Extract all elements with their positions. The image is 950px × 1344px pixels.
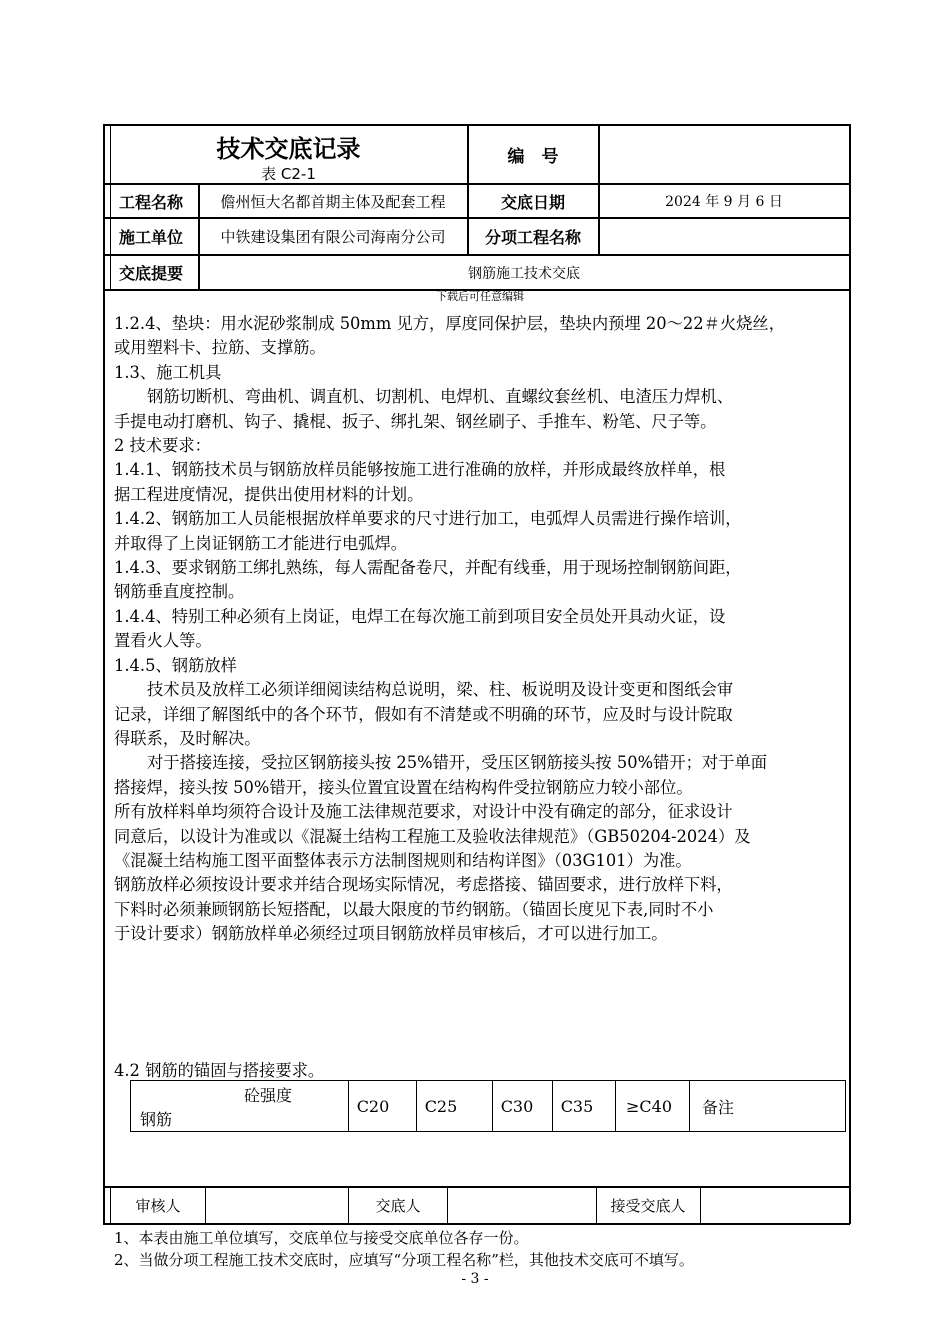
number-label: 编 号	[507, 147, 559, 167]
body-line: 同意后，以设计为准或以《混凝土结构工程施工及验收法律规范》（GB50204-2024）及	[114, 826, 751, 846]
body-line: 对于搭接连接，受拉区钢筋接头按 25%错开，受压区钢筋接头按 50%错开；对于单面	[147, 753, 768, 773]
table-header-c25: C25	[424, 1096, 458, 1116]
date-value: 2024 年 9 月 6 日	[665, 194, 783, 210]
body-line: 下料时必须兼顾钢筋长短搭配，以最大限度的节约钢筋。（锚固长度见下表,同时不小	[114, 899, 714, 919]
body-line: 得联系，及时解决。	[114, 728, 261, 748]
body-line: 钢筋放样必须按设计要求并结合现场实际情况，考虑搭接、锚固要求，进行放样下料，	[114, 875, 733, 895]
table-header-c30: C30	[500, 1096, 534, 1116]
body-line: 技术员及放样工必须详细阅读结构总说明，梁、柱、板说明及设计变更和图纸会审	[147, 680, 734, 700]
project-name-value: 儋州恒大名都首期主体及配套工程	[220, 192, 446, 211]
reviewer-label: 审核人	[135, 1197, 181, 1215]
body-line: 1.4.2、钢筋加工人员能根据放样单要求的尺寸进行加工，电弧焊人员需进行操作培训，	[114, 509, 742, 529]
body-line: 并取得了上岗证钢筋工才能进行电弧焊。	[114, 533, 408, 553]
body-line: 1.4.5、钢筋放样	[114, 655, 237, 675]
discloser-label: 交底人	[375, 1197, 421, 1215]
download-watermark: 下载后可任意编辑	[436, 290, 524, 303]
table-header-c20: C20	[356, 1096, 390, 1116]
note-1: 1、本表由施工单位填写，交底单位与接受交底单位各存一份。	[114, 1229, 529, 1247]
table-header-c40: ≥C40	[625, 1096, 672, 1116]
table-corner-top: 砼强度	[244, 1086, 293, 1105]
note-2: 2、当做分项工程施工技术交底时，应填写“分项工程名称”栏，其他技术交底可不填写。	[114, 1251, 694, 1269]
body-line: 搭接焊，接头按 50%错开，接头位置宜设置在结构构件受拉钢筋应力较小部位。	[114, 777, 693, 797]
body-line: 1.4.3、要求钢筋工绑扎熟练，每人需配备卷尺，并配有线垂，用于现场控制钢筋间距，	[114, 558, 742, 578]
body-line: 《混凝土结构施工图平面整体表示方法制图规则和结构详图》（03G101）为准。	[114, 850, 692, 870]
body-line: 钢筋切断机、弯曲机、调直机、切割机、电焊机、直螺纹套丝机、电渣压力焊机、	[147, 387, 734, 407]
body-content	[114, 312, 849, 947]
body-line: 置看火人等。	[114, 631, 212, 651]
body-line: 所有放样料单均须符合设计及施工法律规范要求，对设计中没有确定的部分，征求设计	[114, 802, 733, 822]
subproject-value[interactable]	[600, 219, 848, 254]
body-line: 据工程进度情况，提供出使用材料的计划。	[114, 484, 424, 504]
table-corner-bottom: 钢筋	[140, 1110, 173, 1129]
receiver-label: 接受交底人	[610, 1197, 686, 1215]
body-line: 1.2.4、垫块：用水泥砂浆制成 50mm 见方，厚度同保护层，垫块内预埋 20～22＃火烧丝，	[114, 314, 785, 333]
table-header-remarks: 备注	[701, 1097, 734, 1117]
body-line: 1.4.4、特别工种必须有上岗证，电焊工在每次施工前到项目安全员处开具动火证，设	[114, 606, 726, 626]
number-value[interactable]	[600, 126, 848, 183]
discloser-value[interactable]	[449, 1188, 595, 1223]
body-line: 手提电动打磨机、钩子、撬棍、扳子、绑扎架、钢丝刷子、手推车、粉笔、尺子等。	[114, 411, 717, 431]
document-title: 技术交底记录	[216, 134, 361, 163]
table-header-c35: C35	[560, 1096, 594, 1116]
body-line: 2 技术要求：	[114, 436, 211, 456]
date-label: 交底日期	[500, 192, 565, 212]
body-line: 记录，详细了解图纸中的各个环节，假如有不清楚或不明确的环节，应及时与设计院取	[114, 704, 733, 724]
body-line: 或用塑料卡、拉筋、支撑筋。	[114, 338, 326, 358]
body-line: 钢筋垂直度控制。	[114, 582, 245, 602]
receiver-value[interactable]	[702, 1188, 848, 1223]
construction-unit-value: 中铁建设集团有限公司海南分公司	[220, 228, 446, 246]
subproject-label: 分项工程名称	[484, 228, 581, 247]
project-name-label: 工程名称	[118, 192, 183, 212]
construction-unit-label: 施工单位	[118, 228, 183, 247]
summary-label: 交底提要	[118, 264, 183, 283]
form-number: 表 C2-1	[261, 164, 316, 183]
reviewer-value[interactable]	[207, 1188, 347, 1223]
anchor-heading: 4.2 钢筋的锚固与搭接要求。	[114, 1061, 325, 1080]
summary-value: 钢筋施工技术交底	[468, 265, 580, 282]
body-line: 于设计要求）钢筋放样单必须经过项目钢筋放样员审核后，才可以进行加工。	[114, 924, 668, 944]
body-line: 1.4.1、钢筋技术员与钢筋放样员能够按施工进行准确的放样，并形成最终放样单，根	[114, 460, 726, 480]
page-number: - 3 -	[461, 1271, 489, 1287]
body-line: 1.3、施工机具	[114, 362, 222, 382]
